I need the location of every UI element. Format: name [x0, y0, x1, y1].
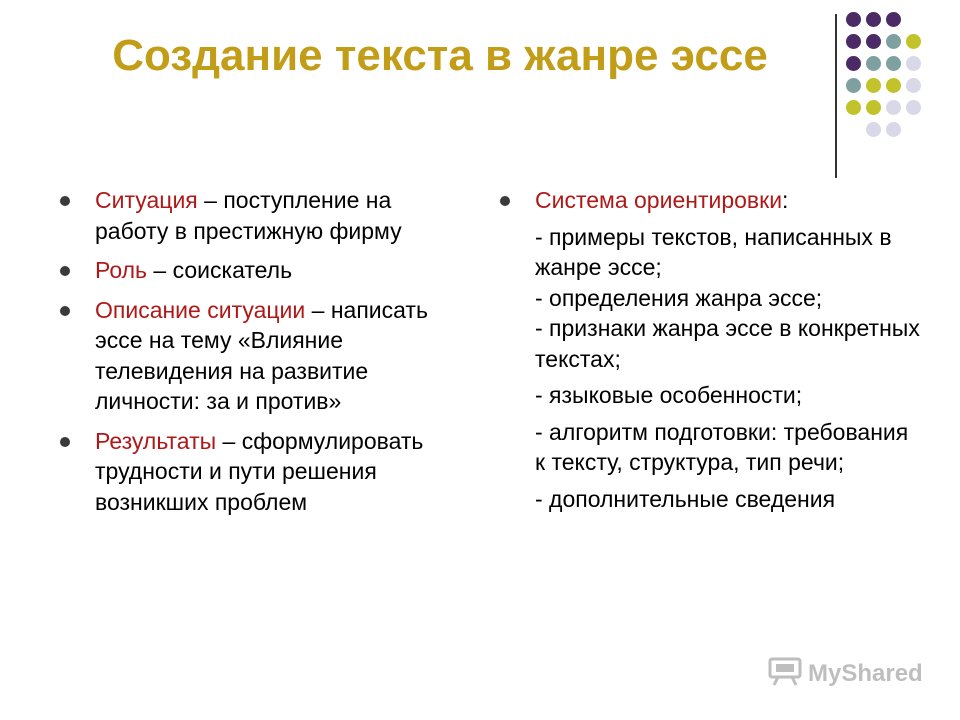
list-item-situation-description: [60, 295, 440, 417]
item-term: Система ориентировки: [535, 187, 783, 213]
item-text: – соискатель: [147, 257, 293, 283]
decor-dot: [886, 12, 901, 27]
list-item-orientation-system: [500, 185, 920, 216]
decor-dot: [906, 34, 921, 49]
item-text: – поступление на работу в престижную фирму: [95, 187, 402, 244]
decor-dot: [866, 78, 881, 93]
sub-item-algorithm: - алгоритм подготовки: требования к тексту, структура, тип речи;: [535, 418, 909, 475]
decor-dot: [846, 12, 861, 27]
decor-dot: [866, 122, 881, 137]
sub-item-language: - языковые особенности;: [535, 382, 803, 408]
decor-divider-line: [835, 14, 837, 178]
right-column: [500, 185, 920, 520]
decor-dot: [906, 100, 921, 115]
decor-dot: [906, 78, 921, 93]
item-term: Ситуация: [95, 187, 198, 213]
item-text: – сформулировать трудности и пути решения возникших проблем: [95, 427, 424, 515]
decor-dot: [886, 100, 901, 115]
slide-title: Создание текста в жанре эссе: [112, 31, 768, 80]
decor-dot: [846, 34, 861, 49]
decor-dot: [886, 56, 901, 71]
item-text: :: [782, 187, 789, 213]
bullet-icon: [60, 437, 70, 447]
bullet-icon: [500, 196, 510, 206]
list-item-role: [60, 255, 440, 286]
decor-dot: [846, 100, 861, 115]
left-column: [60, 185, 440, 526]
projector-icon: [768, 656, 802, 691]
watermark: [768, 656, 923, 691]
decor-dot: [886, 78, 901, 93]
watermark-text: MyShared: [808, 659, 923, 687]
item-term: Результаты: [95, 427, 217, 454]
bullet-icon: [60, 196, 70, 206]
decor-dot: [866, 100, 881, 115]
decor-dot: [906, 56, 921, 71]
decor-dot: [886, 122, 901, 137]
decor-dot-grid: [846, 12, 960, 162]
item-text: – написать эссе на тему «Влияние телевидения на развитие личности: за и против»: [95, 296, 428, 414]
decor-dot: [866, 12, 881, 27]
decor-dot: [846, 56, 861, 71]
decor-dot: [866, 34, 881, 49]
decor-dot: [886, 34, 901, 49]
bullet-icon: [60, 306, 70, 316]
item-term: Описание ситуации: [95, 296, 306, 323]
decor-dot: [846, 78, 861, 93]
list-item-situation: [60, 185, 440, 246]
bullet-icon: [60, 266, 70, 276]
list-item-results: [60, 426, 440, 518]
sub-item-additional: - дополнительные сведения: [535, 485, 836, 512]
sub-item-examples: - примеры текстов, написанных в жанре эссе; - определения жанра эссе; - признаки жанра эссе в конкретных текстах;: [535, 223, 920, 372]
decor-dot: [866, 56, 881, 71]
item-term: Роль: [95, 257, 148, 283]
